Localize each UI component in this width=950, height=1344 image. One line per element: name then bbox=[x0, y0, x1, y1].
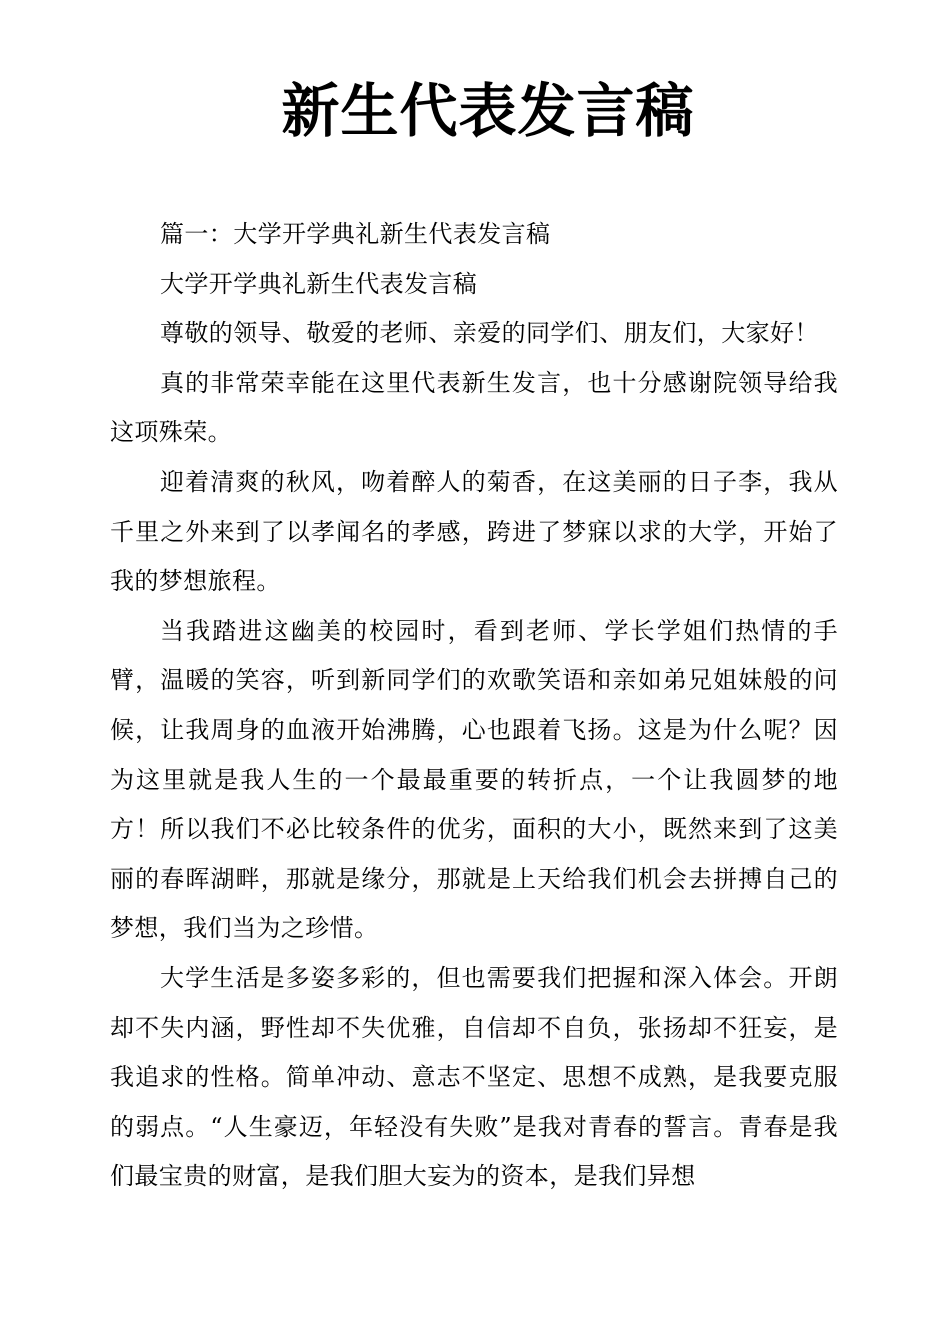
paragraph: 迎着清爽的秋风，吻着醉人的菊香，在这美丽的日子李，我从千里之外来到了以孝闻名的孝感，跨进了梦寐以求的大学，开始了我的梦想旅程。 bbox=[110, 467, 838, 596]
document-body bbox=[110, 210, 838, 1202]
paragraph: 当我踏进这幽美的校园时，看到老师、学长学姐们热情的手臂，温暖的笑容，听到新同学们的欢歌笑语和亲如弟兄姐妹般的问候，让我周身的血液开始沸腾，心也跟着飞扬。这是为什么呢？因为这里就是我人生的一个最最重要的转折点，一个让我圆梦的地方！所以我们不必比较条件的优劣，面积的大小，既然来到了这美丽的春晖湖畔，那就是缘分，那就是上天给我们机会去拼搏自己的梦想，我们当为之珍惜。 bbox=[110, 616, 838, 943]
paragraph-greeting: 尊敬的领导、敬爱的老师、亲爱的同学们、朋友们，大家好！ bbox=[160, 319, 819, 348]
document-title: 新生代表发言稿 bbox=[281, 77, 695, 145]
paragraph: 真的非常荣幸能在这里代表新生发言，也十分感谢院领导给我这项殊荣。 bbox=[110, 368, 838, 447]
paragraph-subtitle: 大学开学典礼新生代表发言稿 bbox=[160, 269, 478, 298]
paragraph: 大学生活是多姿多彩的，但也需要我们把握和深入体会。开朗却不失内涵，野性却不失优雅，自信却不自负，张扬却不狂妄，是我追求的性格。简单冲动、意志不坚定、思想不成熟，是我要克服的弱点。“人生豪迈，年轻没有失败”是我对青春的誓言。青春是我们最宝贵的财富，是我们胆大妄为的资本，是我们异想 bbox=[110, 963, 838, 1191]
paragraph-heading: 篇一：大学开学典礼新生代表发言稿 bbox=[160, 220, 551, 248]
